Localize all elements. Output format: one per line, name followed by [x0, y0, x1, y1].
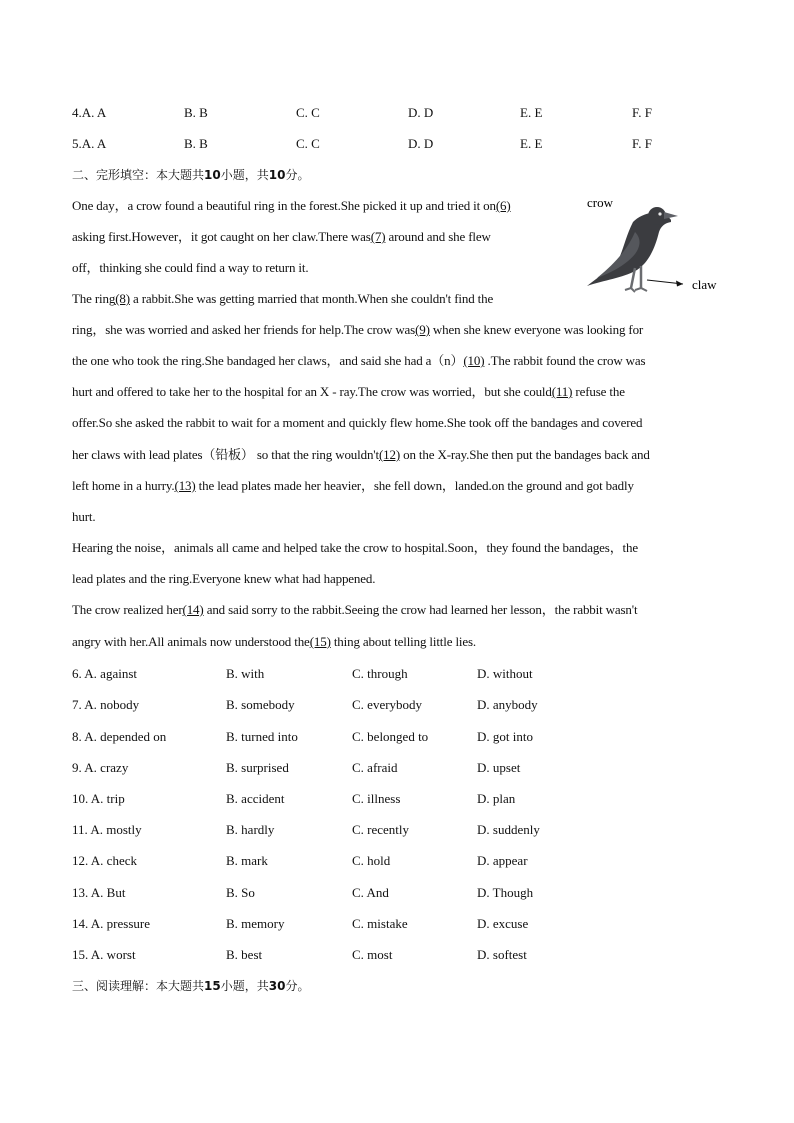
blank-15[interactable]: (15): [309, 634, 331, 649]
blank-8[interactable]: (8): [115, 291, 130, 306]
section-heading-reading: 三、阅读理解：本大题共15小题，共30分。: [72, 979, 310, 993]
option-c[interactable]: C. mistake: [352, 916, 408, 931]
option-a[interactable]: 8. A. depended on: [72, 729, 167, 744]
option-e[interactable]: E. E: [520, 105, 543, 120]
blank-12[interactable]: (12): [378, 447, 401, 462]
question-number: 4.A. A: [72, 105, 107, 120]
option-c[interactable]: C. belonged to: [352, 729, 429, 744]
option-d[interactable]: D. appear: [477, 853, 528, 868]
option-b[interactable]: B. hardly: [226, 822, 275, 837]
arrow-head-icon: [676, 281, 683, 287]
option-b[interactable]: B. So: [226, 885, 255, 900]
option-b[interactable]: B. B: [184, 105, 208, 120]
section-heading-cloze: 二、完形填空：本大题共10小题，共10分。: [72, 168, 310, 182]
option-d[interactable]: D. anybody: [477, 697, 538, 712]
question-number: 12.: [72, 853, 89, 868]
blank-10[interactable]: (10): [463, 353, 485, 368]
blank-13[interactable]: (13): [174, 478, 196, 493]
option-c[interactable]: C. most: [352, 947, 393, 962]
question-number: 11.: [72, 822, 88, 837]
blank-9[interactable]: (9): [415, 322, 430, 337]
option-c[interactable]: C. And: [352, 885, 389, 900]
question-number: 9.: [72, 760, 82, 775]
option-e[interactable]: E. E: [520, 136, 543, 151]
option-d[interactable]: D. plan: [477, 791, 516, 806]
option-b[interactable]: B. surprised: [226, 760, 289, 775]
option-c[interactable]: C. illness: [352, 791, 401, 806]
option-b[interactable]: B. memory: [226, 916, 285, 931]
crow-eye: [658, 212, 661, 215]
option-b[interactable]: B. with: [226, 666, 265, 681]
option-d[interactable]: D. excuse: [477, 916, 529, 931]
blank-14[interactable]: (14): [182, 602, 204, 617]
question-number: 5.A. A: [72, 136, 107, 151]
option-d[interactable]: D. Though: [477, 885, 534, 900]
blank-7[interactable]: (7): [370, 229, 386, 244]
option-d[interactable]: D. got into: [477, 729, 533, 744]
question-number: 8.: [72, 729, 82, 744]
option-a[interactable]: 11. A. mostly: [72, 822, 142, 837]
option-f[interactable]: F. F: [632, 105, 652, 120]
option-b[interactable]: B. somebody: [226, 697, 295, 712]
option-d[interactable]: D. without: [477, 666, 533, 681]
option-c[interactable]: C. afraid: [352, 760, 398, 775]
option-a[interactable]: 14. A. pressure: [72, 916, 151, 931]
question-number: 15.: [72, 947, 89, 962]
option-c[interactable]: C. hold: [352, 853, 391, 868]
crow-claws: [625, 288, 647, 292]
blank-6[interactable]: (6): [495, 198, 511, 213]
option-a[interactable]: 12. A. check: [72, 853, 137, 868]
option-d[interactable]: D. softest: [477, 947, 527, 962]
option-a[interactable]: 10. A. trip: [72, 791, 125, 806]
option-b[interactable]: B. best: [226, 947, 263, 962]
question-number: 13.: [72, 885, 89, 900]
option-c[interactable]: C. C: [296, 105, 320, 120]
option-a[interactable]: 6. A. against: [72, 666, 138, 681]
question-number: 6.: [72, 666, 82, 681]
option-a[interactable]: 15. A. worst: [72, 947, 136, 962]
option-d[interactable]: D. D: [408, 105, 434, 120]
question-number: 7.: [72, 697, 82, 712]
blank-11[interactable]: (11): [551, 384, 573, 399]
option-c[interactable]: C. everybody: [352, 697, 423, 712]
crow-illustration: [575, 192, 725, 302]
question-number: 10.: [72, 791, 89, 806]
option-f[interactable]: F. F: [632, 136, 652, 151]
option-a[interactable]: 7. A. nobody: [72, 697, 140, 712]
option-c[interactable]: C. C: [296, 136, 320, 151]
option-b[interactable]: B. turned into: [226, 729, 298, 744]
option-b[interactable]: B. B: [184, 136, 208, 151]
option-d[interactable]: D. upset: [477, 760, 521, 775]
crow-label: crow: [587, 195, 613, 210]
option-c[interactable]: C. recently: [352, 822, 410, 837]
option-a[interactable]: 9. A. crazy: [72, 760, 129, 775]
option-a[interactable]: 13. A. But: [72, 885, 126, 900]
crow-beak: [664, 212, 678, 219]
option-b[interactable]: B. mark: [226, 853, 268, 868]
claw-label: claw: [692, 277, 717, 292]
option-c[interactable]: C. through: [352, 666, 408, 681]
question-number: 14.: [72, 916, 89, 931]
crow-head: [648, 207, 666, 225]
option-d[interactable]: D. suddenly: [477, 822, 540, 837]
option-d[interactable]: D. D: [408, 136, 434, 151]
option-b[interactable]: B. accident: [226, 791, 285, 806]
